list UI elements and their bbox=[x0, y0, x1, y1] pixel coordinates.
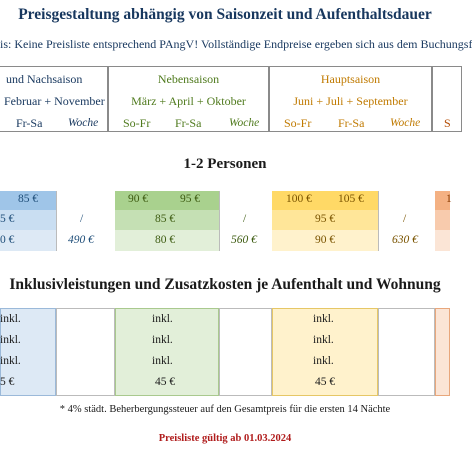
legal-note: is: Keine Preisliste entsprechend PAngV! Vollständige Endpreise ergeben sich aus dem Buchungsf bbox=[0, 37, 472, 51]
extras-low-2: inkl. bbox=[0, 334, 21, 346]
price-high-r2: 95 € bbox=[315, 213, 336, 225]
extras-high-4: 45 € bbox=[315, 376, 336, 388]
season-months-low: Februar + November bbox=[4, 94, 105, 108]
extras-gap-high bbox=[378, 308, 435, 396]
extras-mid-2: inkl. bbox=[152, 334, 173, 346]
season-col-week-low: Woche bbox=[68, 117, 99, 129]
season-col-fr-sa-mid: Fr-Sa bbox=[175, 116, 202, 130]
price-low-week: 490 € bbox=[68, 234, 94, 246]
season-col-so-fr-high: So-Fr bbox=[284, 116, 312, 130]
price-low-r1: 85 € bbox=[18, 193, 39, 205]
extras-high-1: inkl. bbox=[313, 313, 334, 325]
page-title: Preisgestaltung abhängig von Saisonzeit und Aufenthaltsdauer bbox=[18, 6, 432, 23]
season-months-mid: März + April + Oktober bbox=[131, 94, 246, 108]
price-mid-r1b: 95 € bbox=[180, 193, 201, 205]
price-low-r2: 5 € bbox=[0, 213, 15, 225]
extras-low-4: 5 € bbox=[0, 376, 15, 388]
price-mid-r3: 80 € bbox=[155, 234, 176, 246]
section-extras: Inklusivleistungen und Zusatzkosten je Aufenthalt und Wohnung bbox=[9, 276, 441, 293]
price-mid-r2-week: / bbox=[243, 213, 247, 225]
season-months-high: Juni + Juli + September bbox=[293, 94, 408, 108]
extras-gap-low bbox=[56, 308, 115, 396]
extras-box-edge bbox=[435, 308, 450, 396]
validity-note: Preisliste gültig ab 01.03.2024 bbox=[158, 433, 292, 444]
extras-low-3: inkl. bbox=[0, 355, 21, 367]
extras-mid-1: inkl. bbox=[152, 313, 173, 325]
season-col-week-mid: Woche bbox=[229, 117, 260, 129]
extras-mid-4: 45 € bbox=[155, 376, 176, 388]
price-high-r3: 90 € bbox=[315, 234, 336, 246]
extras-gap-mid bbox=[219, 308, 272, 396]
extras-high-3: inkl. bbox=[313, 355, 334, 367]
season-col-week-high: Woche bbox=[390, 117, 421, 129]
price-edge-r1: 1 bbox=[446, 193, 452, 205]
footnote: * 4% städt. Beherbergungssteuer auf den Gesamtpreis für die ersten 14 Nächte bbox=[59, 404, 391, 415]
season-name-high: Hauptsaison bbox=[320, 72, 381, 86]
price-mid-r1a: 90 € bbox=[128, 193, 149, 205]
extras-mid-3: inkl. bbox=[152, 355, 173, 367]
season-col-fr-sa-low: Fr-Sa bbox=[16, 116, 43, 130]
price-cell-edge-r3 bbox=[435, 230, 450, 251]
price-cell-edge-r2 bbox=[435, 210, 450, 230]
extras-high-2: inkl. bbox=[313, 334, 334, 346]
price-high-r2-week: / bbox=[403, 213, 407, 225]
price-low-r3: 0 € bbox=[0, 234, 15, 246]
price-high-r1a: 100 € bbox=[286, 193, 312, 205]
price-low-r2-week: / bbox=[80, 213, 84, 225]
price-mid-week: 560 € bbox=[231, 234, 257, 246]
extras-low-1: inkl. bbox=[0, 313, 21, 325]
season-col-fr-sa-high: Fr-Sa bbox=[338, 116, 365, 130]
price-high-week: 630 € bbox=[392, 234, 418, 246]
season-name-low: und Nachsaison bbox=[6, 72, 83, 86]
season-col-so-fr-mid: So-Fr bbox=[123, 116, 151, 130]
season-name-mid: Nebensaison bbox=[157, 72, 220, 86]
section-persons: 1-2 Personen bbox=[183, 156, 267, 172]
season-col-edge: S bbox=[444, 116, 451, 130]
price-high-r1b: 105 € bbox=[338, 193, 364, 205]
price-mid-r2: 85 € bbox=[155, 213, 176, 225]
